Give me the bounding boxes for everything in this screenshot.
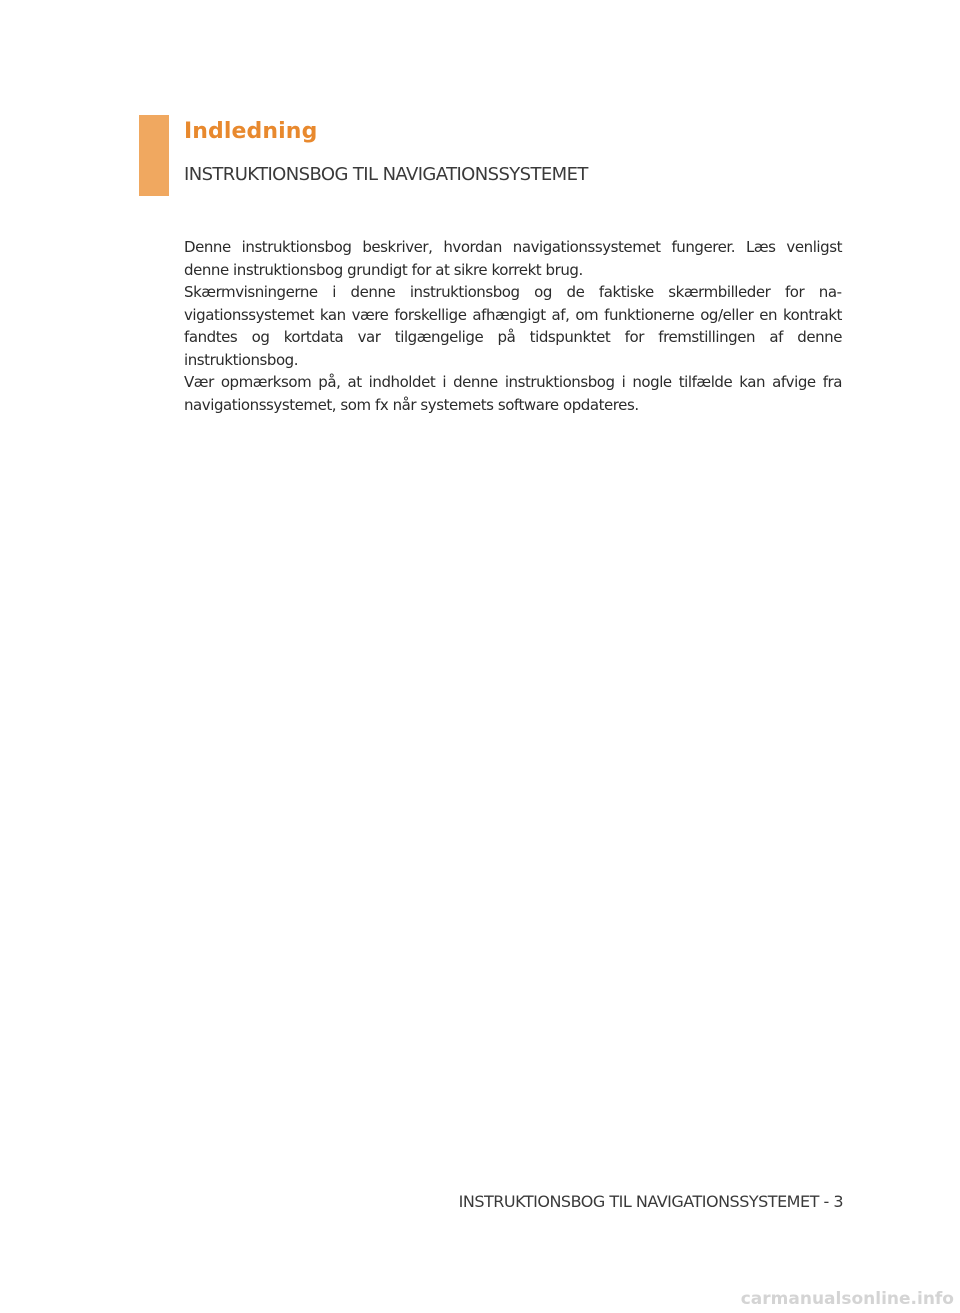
intro-paragraph-3: Vær opmærksom på, at indholdet i denne instruktionsbog i nogle tilfælde kan afvige fra navigationssystemet, som fx når systemets software opdateres. [184,373,842,414]
intro-paragraph-1: Denne instruktionsbog beskriver, hvordan navigationssystemet fungerer. Læs venligst denne instruktionsbog grundigt for at sikre korrekt brug. [184,238,842,279]
intro-body [184,236,842,416]
section-subtitle: INSTRUKTIONSBOG TIL NAVIGATIONSSYSTEMET [184,164,588,185]
page-footer: INSTRUKTIONSBOG TIL NAVIGATIONSSYSTEMET - 3 [458,1192,843,1211]
site-watermark: carmanualsonline.info [740,1289,954,1309]
section-title: Indledning [184,119,318,144]
intro-paragraph-2: Skærmvisningerne i denne instruktionsbog og de faktiske skærmbilleder for navigationssystemet kan være forskellige afhængigt af, om funktionerne og/eller en kontrakt fandtes og kortdata var tilgængelige på tidspunktet for fremstillingen af denne instruktionsbog. [184,283,842,369]
section-accent-bar [139,115,169,196]
